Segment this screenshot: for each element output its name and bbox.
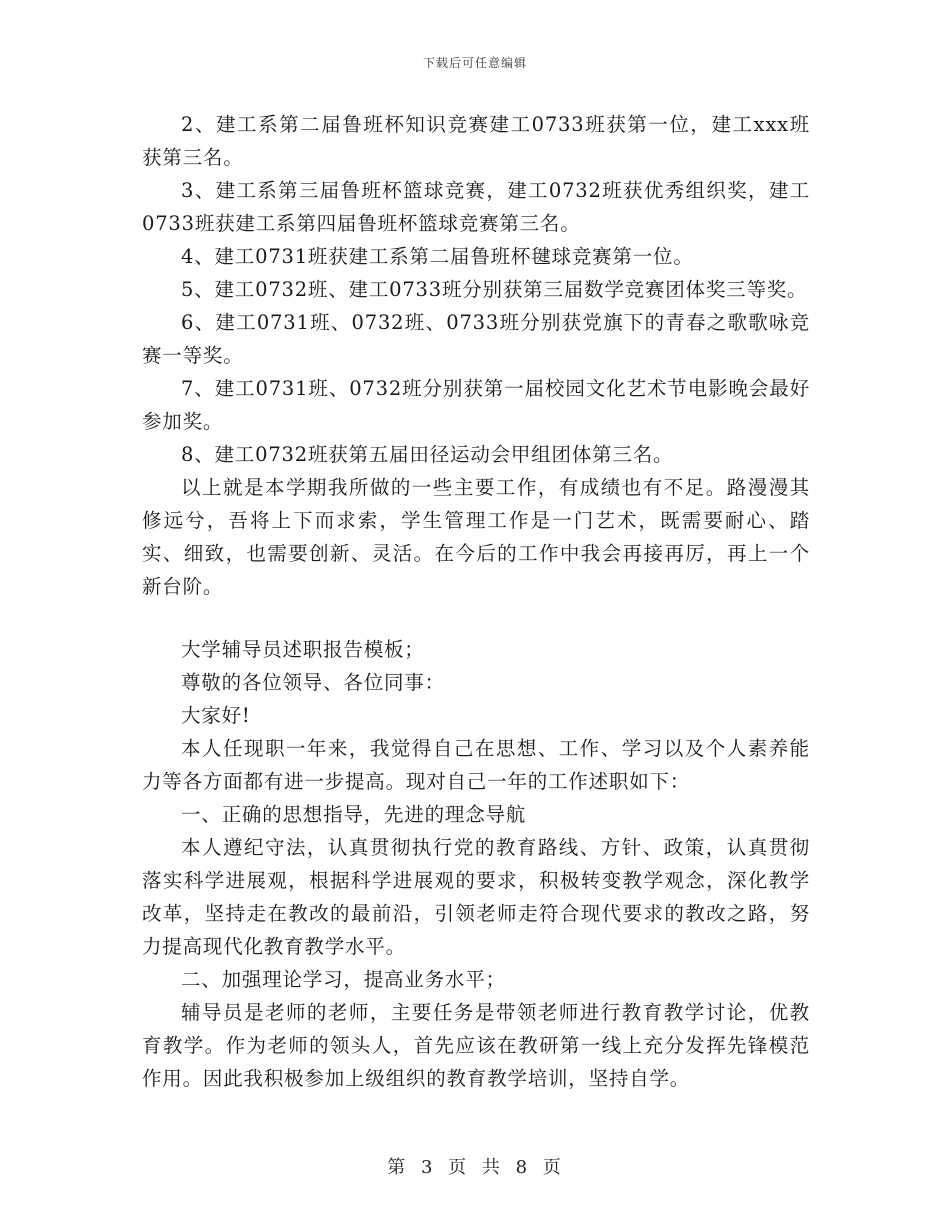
paragraph: 6、建工0731班、0732班、0733班分别获党旗下的青春之歌歌咏竞赛一等奖。 — [142, 311, 810, 367]
paragraph: 7、建工0731班、0732班分别获第一届校园文化艺术节电影晚会最好参加奖。 — [142, 377, 810, 433]
paragraph: 辅导员是老师的老师，主要任务是带领老师进行教育教学讨论，优教育教学。作为老师的领头人，首先应该在教研第一线上充分发挥先锋模范作用。因此我积极参加上级组织的教育教学培训，坚持自学。 — [142, 1001, 810, 1090]
template-title: 大学辅导员述职报告模板； — [181, 638, 425, 661]
section-gap — [142, 603, 810, 633]
paragraph: 8、建工0732班获第五届田径运动会甲组团体第三名。 — [181, 443, 674, 466]
page-number: 第 3 页 共 8 页 — [387, 1157, 563, 1178]
paragraph: 4、建工0731班获建工系第二届鲁班杯毽球竞赛第一位。 — [181, 245, 694, 268]
paragraph: 本人遵纪守法，认真贯彻执行党的教育路线、方针、政策，认真贯彻落实科学进展观，根据科学进展观的要求，积极转变教学观念，深化教学改革，坚持走在教改的最前沿，引领老师走符合现代要求的教改之路，努力提高现代化教育教学水平。 — [142, 836, 810, 958]
document-body — [142, 108, 810, 1095]
section-heading: 二、加强理论学习，提高业务水平； — [181, 968, 506, 991]
paragraph: 以上就是本学期我所做的一些主要工作，有成绩也有不足。路漫漫其修远兮，吾将上下而求索，学生管理工作是一门艺术，既需要耐心、踏实、细致，也需要创新、灵活。在今后的工作中我会再接再厉，再上一个新台阶。 — [142, 476, 810, 598]
greeting: 大家好! — [181, 704, 251, 727]
section-heading: 一、正确的思想指导，先进的理念导航 — [181, 803, 527, 826]
paragraph: 5、建工0732班、建工0733班分别获第三届数学竞赛团体奖三等奖。 — [181, 278, 808, 301]
paragraph: 2、建工系第二届鲁班杯知识竞赛建工0733班获第一位，建工xxx班获第三名。 — [142, 113, 810, 169]
paragraph: 3、建工系第三届鲁班杯篮球竞赛，建工0732班获优秀组织奖，建工0733班获建工系第四届鲁班杯篮球竞赛第三名。 — [142, 179, 810, 235]
salutation: 尊敬的各位领导、各位同事： — [181, 671, 445, 694]
paragraph: 本人任现职一年来，我觉得自己在思想、工作、学习以及个人素养能力等各方面都有进一步提高。现对自己一年的工作述职如下： — [142, 737, 810, 793]
page-header: 下载后可任意编辑 — [422, 56, 527, 70]
